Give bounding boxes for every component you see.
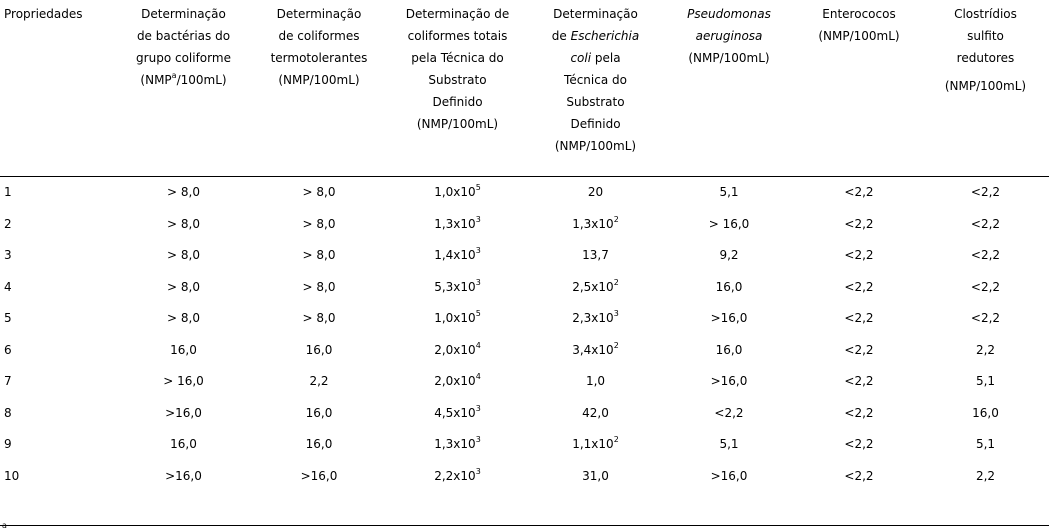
cell-text: 20 (587, 185, 604, 200)
table-row (0, 303, 1049, 335)
cell-text: <2,2 (970, 185, 1001, 200)
cell-text: <2,2 (970, 311, 1001, 326)
cell-text: 2,2 (975, 342, 996, 357)
header-line (388, 113, 527, 135)
cell-text: 2,2 (309, 374, 329, 389)
cell-text: <2,2 (844, 248, 874, 263)
value-cell (662, 176, 796, 208)
header-text: (NMP/100mL) (416, 117, 499, 131)
cell-text: 31,0 (582, 468, 609, 483)
cell-text: > 8,0 (167, 216, 200, 231)
header-line (924, 3, 1047, 25)
value-cell (796, 366, 922, 398)
value-cell (922, 176, 1049, 208)
cell-text: <2,2 (844, 342, 874, 357)
cell-text: >16,0 (710, 468, 748, 483)
cell-text: <2,2 (844, 279, 874, 294)
value-cell (115, 271, 252, 303)
cell-text: 1,3x10 (572, 216, 614, 231)
header-line (531, 91, 660, 113)
header-text: grupo coliforme (136, 51, 231, 65)
header-line (388, 69, 527, 91)
header-text: Pseudomonas (687, 7, 771, 21)
cell-exponent: 3 (475, 246, 481, 256)
value-cell (252, 366, 386, 398)
value-cell (115, 208, 252, 240)
header-line (254, 69, 384, 91)
row-label-cell (0, 271, 115, 303)
row-label-cell (0, 240, 115, 272)
cell-text: > 8,0 (302, 216, 336, 231)
header-line (798, 25, 920, 47)
header-line (664, 3, 794, 25)
cell-text: 1,3x10 (434, 216, 476, 231)
value-cell (529, 208, 662, 240)
cell-text: 1,4x10 (434, 248, 476, 263)
table-row (0, 271, 1049, 303)
row-label-cell (0, 208, 115, 240)
cell-text: > 8,0 (167, 185, 200, 200)
cell-text: 2,2 (975, 468, 996, 483)
value-cell (922, 366, 1049, 398)
column-header-1 (115, 0, 252, 176)
header-text: Clostrídios (954, 7, 1017, 21)
value-cell (252, 303, 386, 335)
cell-text: <2,2 (844, 437, 874, 452)
value-cell (662, 429, 796, 461)
value-cell (386, 397, 529, 429)
cell-text: > 8,0 (302, 279, 336, 294)
value-cell (796, 334, 922, 366)
cell-text: <2,2 (844, 216, 874, 231)
cell-text: 16,0 (305, 437, 333, 452)
value-cell (922, 429, 1049, 461)
value-cell (922, 240, 1049, 272)
cell-text: <2,2 (844, 185, 874, 200)
cell-text: > 8,0 (302, 185, 336, 200)
cell-text: > 16,0 (163, 374, 204, 389)
cell-text: 8 (4, 405, 12, 420)
header-text: Escherichia (570, 29, 640, 43)
value-cell (529, 460, 662, 492)
value-cell (796, 271, 922, 303)
cell-text: 6 (4, 342, 12, 357)
header-line (388, 91, 527, 113)
cell-exponent: 3 (475, 214, 481, 224)
table-header (0, 0, 1049, 176)
header-line (531, 113, 660, 135)
cell-text: 1,0x10 (434, 311, 476, 326)
header-text: /100mL) (176, 73, 227, 87)
value-cell (115, 366, 252, 398)
value-cell (386, 176, 529, 208)
value-cell (662, 460, 796, 492)
cell-text: 1 (4, 185, 12, 200)
header-text: (NMP/100mL) (554, 139, 637, 153)
cell-text: 1,1x10 (572, 437, 614, 452)
table-row (0, 460, 1049, 492)
cell-text: <2,2 (714, 405, 744, 420)
cell-text: 42,0 (582, 405, 609, 420)
table-bottom-rule (0, 525, 1049, 526)
header-line (531, 47, 660, 69)
value-cell (662, 271, 796, 303)
cell-exponent: 5 (475, 183, 481, 193)
cell-text: 2,2x10 (434, 468, 476, 483)
cell-exponent: 3 (475, 277, 481, 287)
table-row (0, 366, 1049, 398)
cell-text: 9,2 (719, 248, 739, 263)
value-cell (115, 397, 252, 429)
cell-text: >16,0 (710, 374, 748, 389)
row-label-cell (0, 429, 115, 461)
cell-text: 10 (4, 468, 20, 483)
header-line (531, 69, 660, 91)
cell-text: > 8,0 (167, 248, 200, 263)
cell-text: 3 (4, 248, 12, 263)
header-line (254, 3, 384, 25)
cell-text: 16,0 (715, 279, 743, 294)
value-cell (252, 460, 386, 492)
value-cell (386, 240, 529, 272)
header-row (0, 0, 1049, 176)
cell-text: 1,3x10 (434, 437, 476, 452)
cell-text: > 16,0 (708, 216, 750, 231)
value-cell (115, 176, 252, 208)
value-cell (796, 303, 922, 335)
header-text: Propriedades (4, 7, 83, 21)
header-superscript: a (171, 71, 177, 80)
header-text: coli (570, 51, 592, 65)
value-cell (386, 208, 529, 240)
cell-text: 16,0 (170, 437, 197, 452)
header-line (388, 47, 527, 69)
header-text: Definido (570, 117, 621, 131)
value-cell (252, 208, 386, 240)
value-cell (796, 176, 922, 208)
value-cell (922, 460, 1049, 492)
header-line (117, 47, 250, 69)
cell-exponent: 3 (475, 403, 481, 413)
header-text: termotolerantes (270, 51, 368, 65)
cell-exponent: 2 (613, 340, 619, 350)
row-label-cell (0, 397, 115, 429)
header-text: coliformes totais (407, 29, 508, 43)
cell-exponent: 3 (475, 466, 481, 476)
cell-exponent: 4 (475, 372, 481, 382)
header-line (254, 25, 384, 47)
cell-text: 9 (4, 437, 12, 452)
value-cell (662, 334, 796, 366)
cell-text: <2,2 (970, 279, 1001, 294)
value-cell (252, 397, 386, 429)
value-cell (796, 429, 922, 461)
value-cell (662, 240, 796, 272)
cell-text: > 8,0 (167, 279, 200, 294)
value-cell (529, 176, 662, 208)
row-label-cell (0, 334, 115, 366)
header-text: sulfito (967, 29, 1004, 43)
header-line (798, 3, 920, 25)
header-text: Determinação (141, 7, 226, 21)
header-text: pela Técnica do (411, 51, 504, 65)
cell-text: >16,0 (165, 405, 202, 420)
value-cell (529, 303, 662, 335)
header-text: (NMP/100mL) (818, 29, 900, 43)
header-text: (NMP (140, 73, 172, 87)
header-text: Técnica do (564, 73, 627, 87)
column-header-4 (529, 0, 662, 176)
value-cell (115, 429, 252, 461)
cell-text: > 8,0 (302, 248, 336, 263)
header-text: aeruginosa (695, 29, 763, 43)
cell-text: 4 (4, 279, 12, 294)
cell-text: 2,0x10 (434, 374, 476, 389)
column-header-3 (386, 0, 529, 176)
value-cell (386, 460, 529, 492)
value-cell (529, 240, 662, 272)
header-text: de coliformes (278, 29, 360, 43)
value-cell (386, 303, 529, 335)
cell-text: 16,0 (305, 405, 333, 420)
value-cell (529, 429, 662, 461)
header-text: de (551, 29, 571, 43)
cell-text: >16,0 (165, 468, 202, 483)
header-text: (NMP/100mL) (278, 73, 360, 87)
value-cell (386, 429, 529, 461)
column-header-2 (252, 0, 386, 176)
cell-text: >16,0 (300, 468, 338, 483)
column-header-7 (922, 0, 1049, 176)
table-body (0, 176, 1049, 492)
header-text: pela (591, 51, 621, 65)
header-text: Definido (432, 95, 483, 109)
table-row (0, 429, 1049, 461)
header-line (924, 25, 1047, 47)
header-text: (NMP/100mL) (688, 51, 770, 65)
row-label-cell (0, 303, 115, 335)
cell-text: <2,2 (970, 248, 1001, 263)
table-row (0, 208, 1049, 240)
header-text: Determinação (276, 7, 362, 21)
header-text: Substrato (566, 95, 625, 109)
header-text: (NMP/100mL) (944, 79, 1027, 93)
footnote-marker: a (2, 521, 7, 530)
value-cell (796, 397, 922, 429)
cell-exponent: 2 (613, 214, 619, 224)
value-cell (386, 366, 529, 398)
cell-exponent: 4 (475, 340, 481, 350)
value-cell (115, 303, 252, 335)
header-line (4, 3, 113, 25)
header-line (664, 25, 794, 47)
cell-text: 1,0 (585, 374, 606, 389)
header-line (531, 3, 660, 25)
value-cell (922, 271, 1049, 303)
cell-text: 3,4x10 (572, 342, 614, 357)
value-cell (662, 303, 796, 335)
table-row (0, 397, 1049, 429)
value-cell (252, 240, 386, 272)
header-line (924, 47, 1047, 69)
header-line (388, 25, 527, 47)
value-cell (796, 460, 922, 492)
cell-text: 16,0 (170, 342, 197, 357)
cell-text: > 8,0 (167, 311, 200, 326)
cell-text: <2,2 (844, 311, 874, 326)
header-text: Determinação (553, 7, 638, 21)
cell-text: 4,5x10 (434, 405, 476, 420)
value-cell (922, 334, 1049, 366)
cell-text: 16,0 (972, 405, 999, 420)
cell-text: 5,1 (719, 185, 739, 200)
value-cell (922, 397, 1049, 429)
value-cell (115, 334, 252, 366)
value-cell (529, 271, 662, 303)
cell-text: 5,1 (975, 374, 996, 389)
cell-text: > 8,0 (302, 311, 336, 326)
value-cell (252, 271, 386, 303)
value-cell (662, 366, 796, 398)
cell-text: <2,2 (970, 216, 1001, 231)
cell-exponent: 3 (475, 435, 481, 445)
cell-text: 5,1 (719, 437, 739, 452)
row-label-cell (0, 176, 115, 208)
cell-exponent: 5 (475, 309, 481, 319)
header-line (664, 47, 794, 69)
value-cell (796, 240, 922, 272)
cell-exponent: 2 (613, 435, 619, 445)
header-text: Determinação de (405, 7, 510, 21)
value-cell (922, 208, 1049, 240)
row-label-cell (0, 460, 115, 492)
cell-exponent: 3 (613, 309, 619, 319)
value-cell (252, 334, 386, 366)
table-row (0, 176, 1049, 208)
cell-text: 7 (4, 374, 12, 389)
cell-text: 5,1 (975, 437, 996, 452)
cell-text: <2,2 (844, 405, 874, 420)
column-header-5 (662, 0, 796, 176)
column-header-properties (0, 0, 115, 176)
cell-text: 5 (4, 311, 12, 326)
header-text: Enterococos (822, 7, 896, 21)
header-line (531, 25, 660, 47)
value-cell (115, 460, 252, 492)
table-row (0, 334, 1049, 366)
table-row (0, 240, 1049, 272)
cell-text: 2,0x10 (434, 342, 476, 357)
cell-text: >16,0 (710, 311, 748, 326)
header-text: Substrato (428, 73, 487, 87)
header-line (388, 3, 527, 25)
value-cell (252, 429, 386, 461)
header-line (117, 25, 250, 47)
cell-text: 5,3x10 (434, 279, 476, 294)
value-cell (662, 208, 796, 240)
value-cell (529, 397, 662, 429)
cell-text: 13,7 (582, 248, 609, 263)
cell-text: 16,0 (305, 342, 333, 357)
value-cell (115, 240, 252, 272)
value-cell (529, 366, 662, 398)
value-cell (922, 303, 1049, 335)
cell-text: 2,5x10 (572, 279, 614, 294)
column-header-6 (796, 0, 922, 176)
header-line (117, 3, 250, 25)
value-cell (662, 397, 796, 429)
header-line (254, 47, 384, 69)
value-cell (529, 334, 662, 366)
cell-text: 16,0 (715, 342, 743, 357)
cell-text: <2,2 (844, 468, 874, 483)
value-cell (386, 334, 529, 366)
header-text: redutores (956, 51, 1015, 65)
cell-text: 1,0x10 (434, 185, 476, 200)
cell-exponent: 2 (613, 277, 619, 287)
value-cell (796, 208, 922, 240)
cell-text: <2,2 (844, 374, 874, 389)
row-label-cell (0, 366, 115, 398)
header-line (924, 75, 1047, 97)
header-line (531, 135, 660, 157)
cell-text: 2 (4, 216, 12, 231)
header-text: de bactérias do (136, 29, 231, 43)
cell-text: 2,3x10 (572, 311, 614, 326)
header-line (117, 69, 250, 91)
value-cell (252, 176, 386, 208)
value-cell (386, 271, 529, 303)
